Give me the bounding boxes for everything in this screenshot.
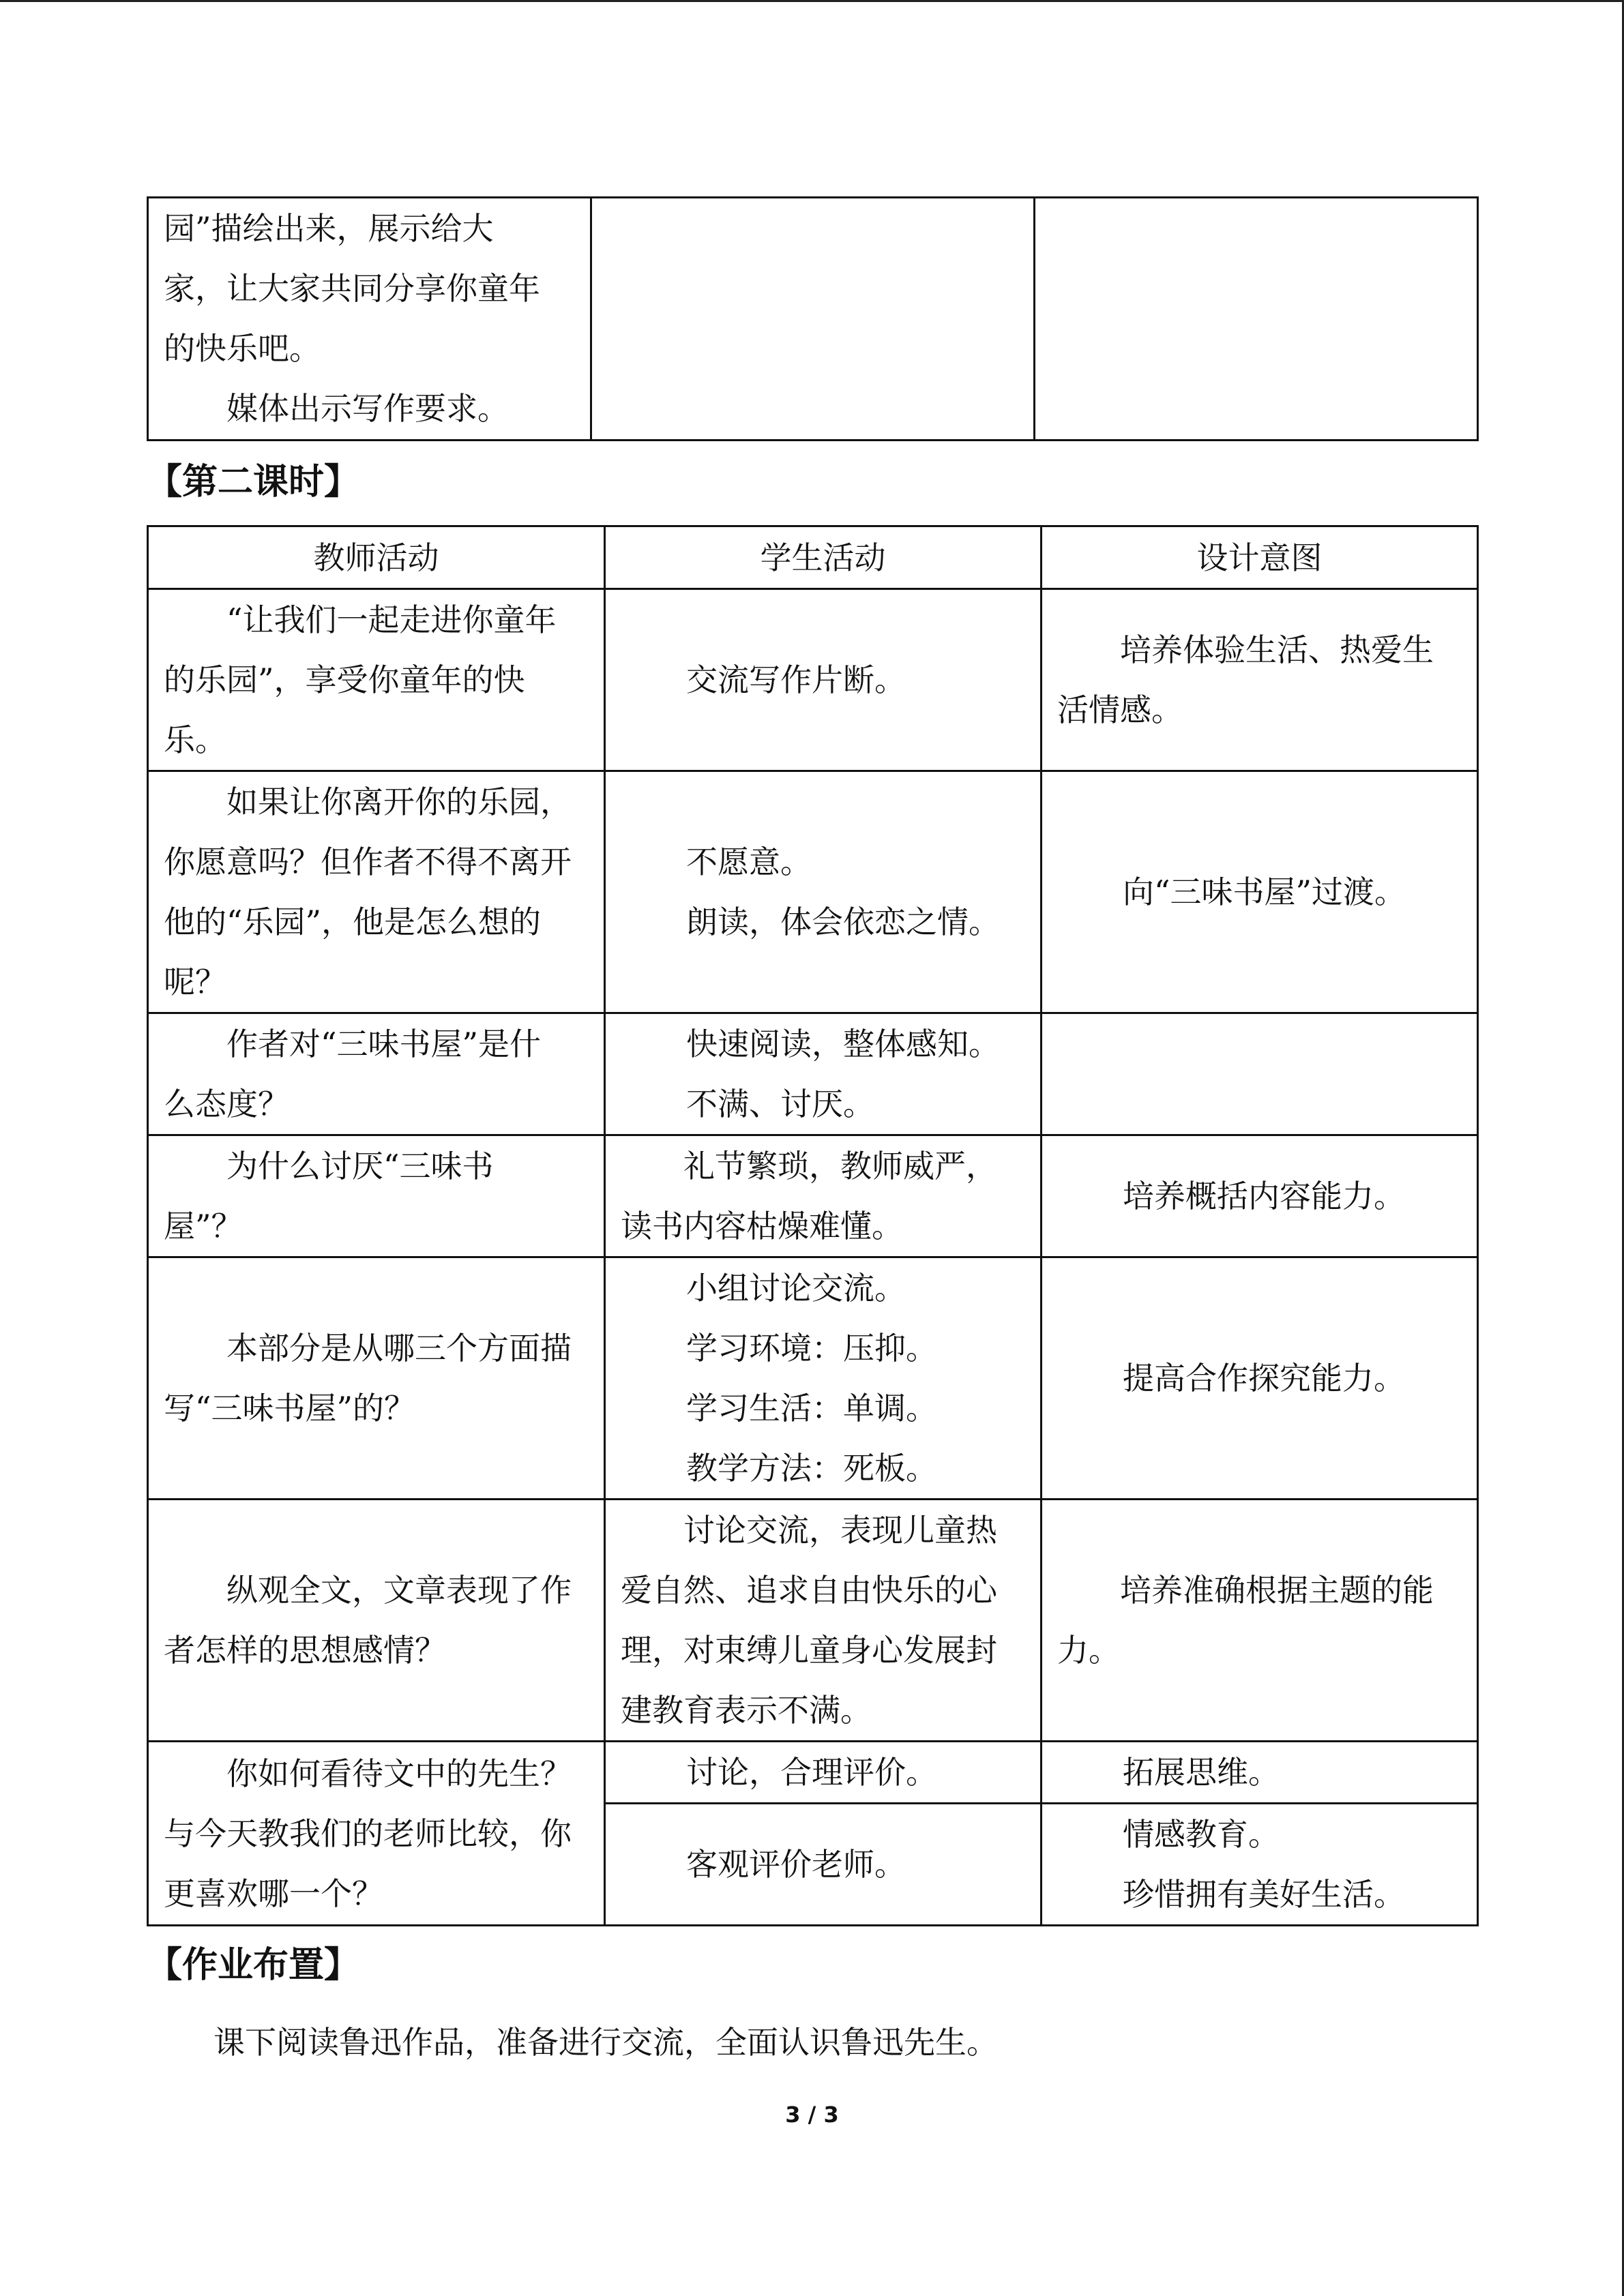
continuation-table — [147, 196, 1479, 441]
table-header-row — [148, 526, 1478, 589]
teacher-cell — [148, 771, 605, 1013]
header-student: 学生活动 — [605, 526, 1042, 589]
student-cell — [605, 1013, 1042, 1135]
intent-cell — [1042, 589, 1478, 771]
section-heading-homework: 【作业布置】 — [147, 1945, 360, 1986]
cell-line: 培养概括内容能力。 — [1123, 1178, 1405, 1214]
student-cell — [605, 771, 1042, 1013]
student-cell — [605, 1804, 1042, 1926]
table-row — [148, 1500, 1478, 1742]
cell-line: 不满、讨厌。 — [686, 1086, 874, 1122]
cell-line: 不愿意。 — [686, 844, 812, 880]
cell-line: 本部分是从哪三个方面描 — [226, 1330, 572, 1367]
cell-line: 学习环境：压抑。 — [686, 1330, 937, 1367]
intent-cell — [1042, 771, 1478, 1013]
lesson-table — [147, 525, 1479, 1926]
cell-line: 更喜欢哪一个？ — [164, 1875, 383, 1912]
cell-line: 小组讨论交流。 — [686, 1270, 906, 1307]
student-cell — [605, 1135, 1042, 1257]
cell-line: 提高合作探究能力。 — [1123, 1360, 1405, 1397]
student-cell — [605, 1500, 1042, 1742]
table-row — [148, 589, 1478, 771]
cell-line: 家，让大家共同分享你童年 — [164, 270, 540, 307]
cell-line: 交流写作片断。 — [686, 661, 906, 698]
intent-cell — [1042, 1500, 1478, 1742]
cell-line: 你如何看待文中的先生？ — [226, 1755, 572, 1792]
cell-line: 情感教育。 — [1123, 1816, 1280, 1853]
intent-cell — [1042, 1135, 1478, 1257]
student-cell — [605, 1257, 1042, 1500]
cell-line: 者怎样的思想感情？ — [164, 1632, 446, 1669]
page-number: 3 / 3 — [785, 2102, 839, 2128]
table-row — [148, 198, 1478, 441]
cell-line: 爱自然、追求自由快乐的心 — [621, 1572, 997, 1609]
table-row — [148, 1742, 1478, 1804]
header-teacher: 教师活动 — [148, 526, 605, 589]
cell-line: 写“三味书屋”的？ — [164, 1390, 416, 1427]
cell-line: 乐。 — [164, 721, 226, 758]
cell-line: 屋”？ — [164, 1208, 243, 1244]
cell-line: 教学方法：死板。 — [686, 1450, 937, 1487]
cell-line: 朗读，体会依恋之情。 — [686, 904, 1000, 940]
cell-line: 园”描绘出来，展示给大 — [164, 210, 494, 247]
cell-line: 活情感。 — [1057, 691, 1183, 728]
cell-line: 纵观全文，文章表现了作 — [226, 1572, 572, 1609]
teacher-cell — [148, 1500, 605, 1742]
cell-line: 力。 — [1057, 1632, 1120, 1669]
table-row — [148, 1257, 1478, 1500]
teacher-cell — [148, 1013, 605, 1135]
cell-line: 如果让你离开你的乐园， — [226, 784, 572, 820]
cell-line: 快速阅读，整体感知。 — [686, 1026, 1000, 1062]
cell-line: 呢？ — [164, 964, 226, 1000]
cell-line: 向“三味书屋”过渡。 — [1123, 874, 1406, 910]
cell-line: 拓展思维。 — [1123, 1754, 1280, 1791]
cell-line: 讨论交流，表现儿童热 — [683, 1512, 997, 1549]
teacher-cell — [148, 589, 605, 771]
teacher-cell — [148, 1742, 605, 1926]
cell-line: 学习生活：单调。 — [686, 1390, 937, 1427]
cell-line: 礼节繁琐，教师威严， — [683, 1148, 997, 1184]
cell-line: “让我们一起走进你童年 — [226, 601, 557, 638]
intent-cell — [1042, 1257, 1478, 1500]
cell-line: 与今天教我们的老师比较，你 — [164, 1815, 572, 1852]
top-border — [0, 0, 1624, 2]
continuation-teacher-cell — [148, 198, 591, 441]
cell-line: 媒体出示写作要求。 — [226, 390, 509, 427]
section-heading-second-lesson: 【第二课时】 — [147, 462, 360, 503]
header-intent: 设计意图 — [1042, 526, 1478, 589]
intent-cell — [1042, 1742, 1478, 1804]
homework-text: 课下阅读鲁迅作品，准备进行交流，全面认识鲁迅先生。 — [213, 2024, 998, 2061]
cell-line: 培养体验生活、热爱生 — [1120, 631, 1434, 668]
cell-line: 作者对“三味书屋”是什 — [226, 1026, 542, 1062]
student-cell — [605, 1742, 1042, 1804]
cell-line: 为什么讨厌“三味书 — [226, 1148, 494, 1184]
cell-line: 珍惜拥有美好生活。 — [1123, 1876, 1405, 1913]
cell-line: 培养准确根据主题的能 — [1120, 1572, 1434, 1609]
cell-line: 客观评价老师。 — [686, 1846, 906, 1883]
cell-line: 建教育表示不满。 — [621, 1692, 872, 1729]
cell-line: 他的“乐园”，他是怎么想的 — [164, 904, 542, 940]
cell-line: 的乐园”，享受你童年的快 — [164, 661, 525, 698]
cell-line: 读书内容枯燥难懂。 — [621, 1208, 903, 1244]
cell-line: 你愿意吗？但作者不得不离开 — [164, 844, 572, 880]
table-row — [148, 1013, 1478, 1135]
cell-line: 讨论，合理评价。 — [686, 1754, 937, 1791]
intent-cell — [1042, 1804, 1478, 1926]
student-cell — [605, 589, 1042, 771]
table-row — [148, 1135, 1478, 1257]
cell-line: 的快乐吧。 — [164, 330, 321, 367]
intent-cell — [1042, 1013, 1478, 1135]
continuation-student-cell — [591, 198, 1035, 441]
continuation-intent-cell — [1035, 198, 1478, 441]
teacher-cell — [148, 1257, 605, 1500]
cell-line: 么态度？ — [164, 1086, 289, 1122]
table-row — [148, 771, 1478, 1013]
cell-line: 理，对束缚儿童身心发展封 — [621, 1632, 997, 1669]
teacher-cell — [148, 1135, 605, 1257]
